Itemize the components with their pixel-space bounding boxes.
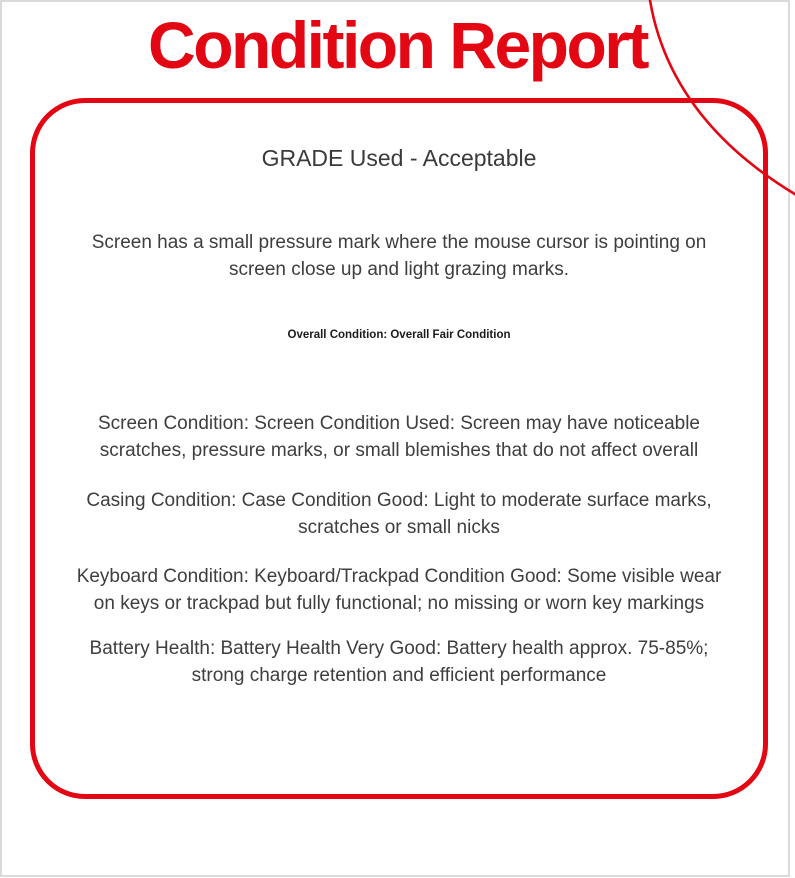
condition-battery-line-1: Battery Health: Battery Health Very Good: Battery health approx. 75-85%; (89, 638, 709, 659)
condition-screen (30, 410, 768, 464)
condition-keyboard-line-2: on keys or trackpad but fully functional; no missing or worn key markings (93, 593, 705, 614)
condition-battery (30, 635, 768, 689)
condition-keyboard-line-1: Keyboard Condition: Keyboard/Trackpad Condition Good: Some visible wear (76, 566, 722, 587)
condition-screen-line-1: Screen Condition: Screen Condition Used: Screen may have noticeable (97, 413, 701, 434)
condition-casing (30, 487, 768, 541)
summary-line-1: Screen has a small pressure mark where the mouse cursor is pointing on (91, 232, 707, 253)
overall-condition-line: Overall Condition: Overall Fair Condition (287, 329, 511, 341)
summary-paragraph (30, 229, 768, 283)
page-title: Condition Report (148, 8, 647, 82)
condition-keyboard (30, 563, 768, 617)
condition-casing-line-1: Casing Condition: Case Condition Good: Light to moderate surface marks, (86, 490, 712, 511)
condition-screen-line-2: scratches, pressure marks, or small blemishes that do not affect overall (99, 440, 699, 461)
grade-heading: GRADE Used - Acceptable (261, 145, 537, 171)
summary-line-2: screen close up and light grazing marks. (228, 259, 570, 280)
condition-battery-line-2: strong charge retention and efficient performance (191, 665, 607, 686)
condition-casing-line-2: scratches or small nicks (298, 517, 500, 538)
